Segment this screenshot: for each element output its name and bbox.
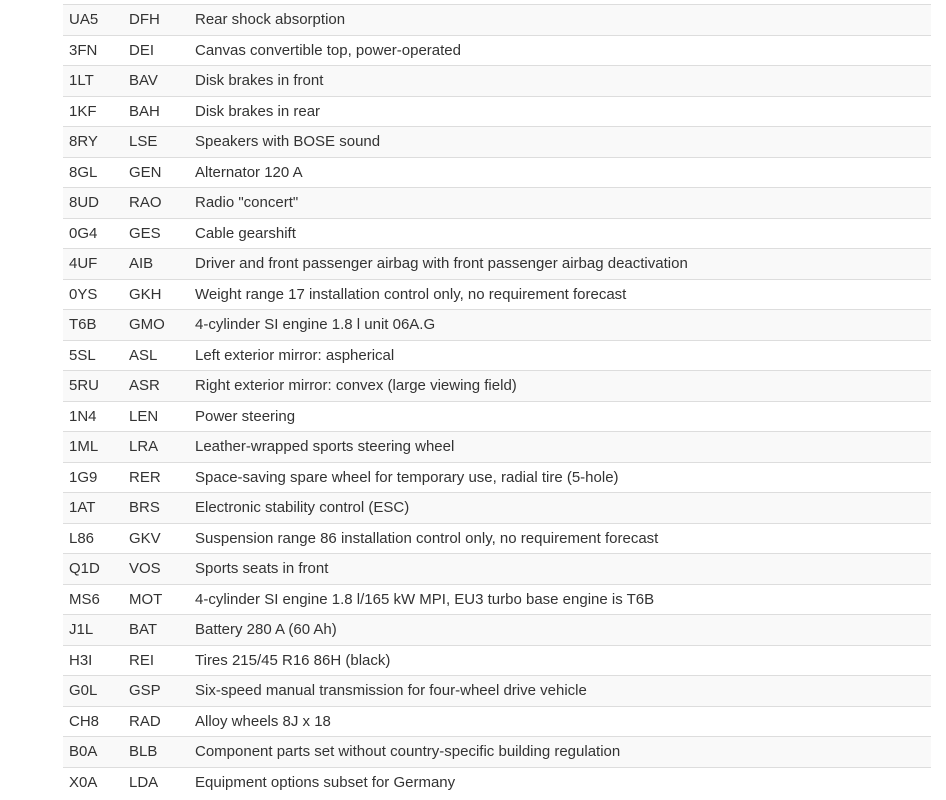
table-row	[63, 340, 931, 371]
option-description-cell: Leather-wrapped sports steering wheel	[195, 432, 931, 463]
option-code-cell: UA5	[63, 5, 129, 36]
option-code-cell: 3FN	[63, 35, 129, 66]
table-row	[63, 706, 931, 737]
option-family-cell: VOS	[129, 554, 195, 585]
table-row	[63, 66, 931, 97]
option-code-cell: G0L	[63, 676, 129, 707]
option-code-cell: L86	[63, 523, 129, 554]
table-row	[63, 615, 931, 646]
option-family-cell: LSE	[129, 127, 195, 158]
option-description-cell: Electronic stability control (ESC)	[195, 493, 931, 524]
table-row	[63, 5, 931, 36]
option-family-cell: DFH	[129, 5, 195, 36]
option-family-cell: LDA	[129, 767, 195, 798]
option-description-cell: Component parts set without country-specific building regulation	[195, 737, 931, 768]
option-code-cell: 0G4	[63, 218, 129, 249]
table-row	[63, 218, 931, 249]
table-row	[63, 188, 931, 219]
option-description-cell: Right exterior mirror: convex (large viewing field)	[195, 371, 931, 402]
option-family-cell: RER	[129, 462, 195, 493]
option-code-cell: X0A	[63, 767, 129, 798]
option-family-cell: REI	[129, 645, 195, 676]
option-description-cell: Equipment options subset for Germany	[195, 767, 931, 798]
option-family-cell: GKH	[129, 279, 195, 310]
option-description-cell: Left exterior mirror: aspherical	[195, 340, 931, 371]
option-description-cell: Canvas convertible top, power-operated	[195, 35, 931, 66]
option-family-cell: BAH	[129, 96, 195, 127]
option-description-cell: Rear shock absorption	[195, 5, 931, 36]
table-row	[63, 737, 931, 768]
option-family-cell: ASR	[129, 371, 195, 402]
table-row	[63, 432, 931, 463]
option-code-cell: CH8	[63, 706, 129, 737]
table-row	[63, 554, 931, 585]
option-family-cell: RAD	[129, 706, 195, 737]
option-description-cell: Sports seats in front	[195, 554, 931, 585]
option-description-cell: 4-cylinder SI engine 1.8 l unit 06A.G	[195, 310, 931, 341]
table-row	[63, 279, 931, 310]
option-code-cell: 8UD	[63, 188, 129, 219]
option-family-cell: MOT	[129, 584, 195, 615]
option-code-cell: Q1D	[63, 554, 129, 585]
option-code-cell: T6B	[63, 310, 129, 341]
option-code-cell: H3I	[63, 645, 129, 676]
option-code-cell: 0YS	[63, 279, 129, 310]
table-row	[63, 462, 931, 493]
option-family-cell: GES	[129, 218, 195, 249]
option-code-cell: 5RU	[63, 371, 129, 402]
option-code-cell: 1AT	[63, 493, 129, 524]
table-row	[63, 249, 931, 280]
option-description-cell: Battery 280 A (60 Ah)	[195, 615, 931, 646]
option-description-cell: Six-speed manual transmission for four-wheel drive vehicle	[195, 676, 931, 707]
option-code-cell: 1KF	[63, 96, 129, 127]
table-row	[63, 645, 931, 676]
option-family-cell: DEI	[129, 35, 195, 66]
table-row	[63, 35, 931, 66]
option-family-cell: GSP	[129, 676, 195, 707]
table-row	[63, 584, 931, 615]
table-row	[63, 310, 931, 341]
options-table-container	[63, 4, 931, 798]
option-family-cell: LRA	[129, 432, 195, 463]
option-description-cell: Space-saving spare wheel for temporary use, radial tire (5-hole)	[195, 462, 931, 493]
option-description-cell: Cable gearshift	[195, 218, 931, 249]
table-body	[63, 5, 931, 798]
option-description-cell: 4-cylinder SI engine 1.8 l/165 kW MPI, EU3 turbo base engine is T6B	[195, 584, 931, 615]
option-description-cell: Tires 215/45 R16 86H (black)	[195, 645, 931, 676]
option-family-cell: ASL	[129, 340, 195, 371]
option-code-cell: 5SL	[63, 340, 129, 371]
option-code-cell: 8RY	[63, 127, 129, 158]
option-description-cell: Alloy wheels 8J x 18	[195, 706, 931, 737]
option-family-cell: GEN	[129, 157, 195, 188]
table-row	[63, 676, 931, 707]
option-code-cell: J1L	[63, 615, 129, 646]
option-family-cell: GKV	[129, 523, 195, 554]
option-code-cell: 1ML	[63, 432, 129, 463]
option-code-cell: 4UF	[63, 249, 129, 280]
option-family-cell: LEN	[129, 401, 195, 432]
option-code-cell: B0A	[63, 737, 129, 768]
table-row	[63, 127, 931, 158]
table-row	[63, 157, 931, 188]
option-family-cell: BAV	[129, 66, 195, 97]
option-family-cell: BRS	[129, 493, 195, 524]
option-description-cell: Weight range 17 installation control only, no requirement forecast	[195, 279, 931, 310]
table-row	[63, 401, 931, 432]
option-family-cell: BLB	[129, 737, 195, 768]
option-code-cell: 8GL	[63, 157, 129, 188]
option-code-cell: 1N4	[63, 401, 129, 432]
option-description-cell: Radio "concert"	[195, 188, 931, 219]
option-description-cell: Disk brakes in rear	[195, 96, 931, 127]
option-code-cell: MS6	[63, 584, 129, 615]
option-family-cell: BAT	[129, 615, 195, 646]
option-description-cell: Alternator 120 A	[195, 157, 931, 188]
equipment-options-table	[63, 4, 931, 798]
option-description-cell: Disk brakes in front	[195, 66, 931, 97]
option-description-cell: Speakers with BOSE sound	[195, 127, 931, 158]
table-row	[63, 523, 931, 554]
option-family-cell: AIB	[129, 249, 195, 280]
table-row	[63, 493, 931, 524]
option-description-cell: Suspension range 86 installation control only, no requirement forecast	[195, 523, 931, 554]
table-row	[63, 96, 931, 127]
option-description-cell: Driver and front passenger airbag with front passenger airbag deactivation	[195, 249, 931, 280]
option-code-cell: 1LT	[63, 66, 129, 97]
option-code-cell: 1G9	[63, 462, 129, 493]
option-family-cell: GMO	[129, 310, 195, 341]
table-row	[63, 767, 931, 798]
option-family-cell: RAO	[129, 188, 195, 219]
table-row	[63, 371, 931, 402]
option-description-cell: Power steering	[195, 401, 931, 432]
